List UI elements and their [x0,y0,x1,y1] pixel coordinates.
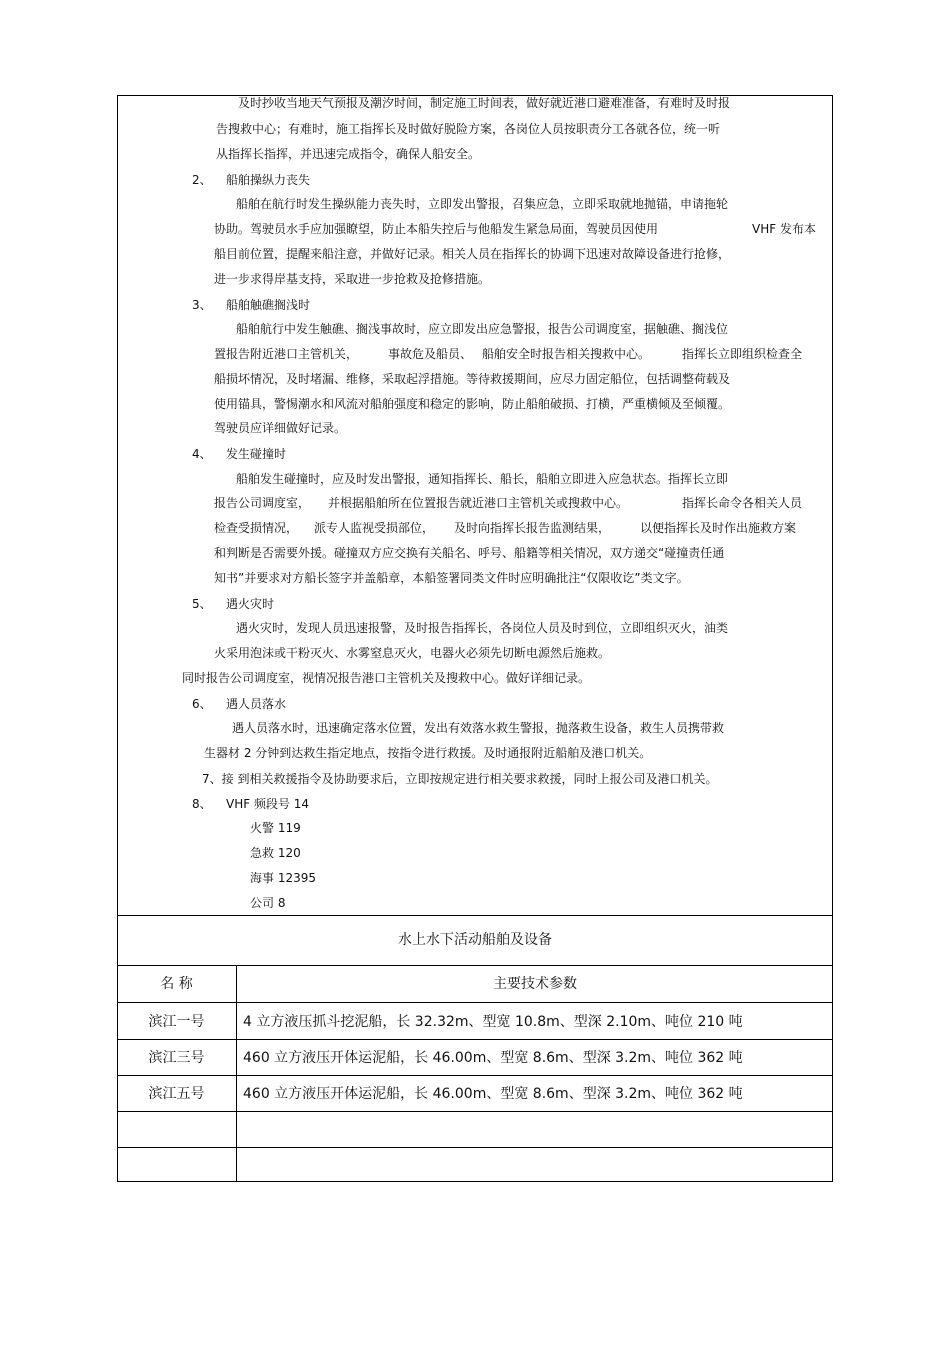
section-2-line: 进一步求得岸基支持，采取进一步抢救及抢修措施。 [214,272,491,286]
table-rule [117,1111,833,1112]
table-rule [117,1147,833,1148]
section-5-number: 5、 [192,597,212,611]
item-8-title: VHF 频段号 14 [226,797,310,811]
section-4-line: 及时向指挥长报告监测结果， [454,521,611,535]
section-2-line: VHF 发布本 [752,222,816,236]
section-6-line: 遇人员落水时，迅速确定落水位置，发出有效落水救生警报，抛落救生设备，救生人员携带救 [232,721,725,735]
section-3-line: 指挥长立即组织检查全 [682,347,803,361]
section-4-number: 4、 [192,447,212,461]
section-3-line: 驾驶员应详细做好记录。 [214,421,347,435]
section-4-line: 并根据船舶所在位置报告就近港口主管机关或搜救中心。 [328,496,629,510]
item-8-number: 8、 [192,797,212,811]
section-4-line: 派专人监视受损部位， [314,521,435,535]
section-3-line: 船舶安全时报告相关搜救中心。 [482,347,651,361]
phone-maritime: 海事 12395 [250,871,316,885]
section-4-line: 知书”并要求对方船长签字并盖船章，本船签署同类文件时应明确批注“仅限收讫”类文字。 [214,571,689,585]
section-3-line: 置报告附近港口主管机关， [214,347,359,361]
section-3-line: 船舶航行中发生触礁、搁浅事故时，应立即发出应急警报，报告公司调度室，据触礁、搁浅位 [236,322,729,336]
section-5-title: 遇火灾时 [226,597,275,611]
table-rule [117,1039,833,1040]
intro-line-3: 从指挥长指挥，并迅速完成指令，确保人船安全。 [216,147,481,161]
section-4-line: 和判断是否需要外援。碰撞双方应交换有关船名、呼号、船籍等相关情况，双方递交“碰撞责任通 [214,546,725,560]
section-3-number: 3、 [192,298,212,312]
vessel-params: 460 立方液压开体运泥船，长 46.00m、型宽 8.6m、型深 3.2m、吨位 362 吨 [243,1086,743,1102]
section-5-line: 同时报告公司调度室，视情况报告港口主管机关及搜救中心。做好详细记录。 [182,671,591,685]
section-2-title: 船舶操纵力丧失 [226,173,311,187]
section-6-title: 遇人员落水 [226,697,287,711]
section-3-title: 船舶触礁搁浅时 [226,298,311,312]
section-2-line: 协助。驾驶员水手应加强瞭望，防止本船失控后与他船发生紧急局面，驾驶员因使用 [214,222,659,236]
table-column-divider [236,965,237,1182]
table-title: 水上水下活动船舶及设备 [398,932,552,948]
section-3-line: 船损坏情况，及时堵漏、维修，采取起浮措施。等待救援期间，应尽力固定船位，包括调整荷载及 [214,372,731,386]
phone-ambulance: 急救 120 [250,846,301,860]
vessel-name: 滨江一号 [148,1014,205,1030]
table-header-name: 名 称 [160,976,193,992]
table-rule [117,1075,833,1076]
intro-line-2: 告搜救中心；有难时，施工指挥长及时做好脱险方案，各岗位人员按职责分工各就各位，统一听 [216,122,721,136]
table-rule [117,1002,833,1003]
section-5-line: 火采用泡沫或干粉灭火、水雾窒息灭火，电器火必须先切断电源然后施救。 [214,646,611,660]
intro-line-1: 及时抄收当地天气预报及潮汐时间，制定施工时间表，做好就近港口避难准备，有难时及时报 [238,96,731,110]
section-4-line: 船舶发生碰撞时，应及时发出警报，通知指挥长、船长，船舶立即进入应急状态。指挥长立即 [236,472,729,486]
section-3-line: 事故危及船员、 [388,347,473,361]
section-3-line: 使用锚具，警惕潮水和风流对船舶强度和稳定的影响，防止船舶破损、打横，严重横倾及至倾覆。 [214,397,731,411]
table-rule [117,915,833,916]
section-6-line: 生器材 2 分钟到达救生指定地点，按指令进行救援。及时通报附近船舶及港口机关。 [204,746,652,760]
table-header-params: 主要技术参数 [493,976,577,992]
section-4-line: 以便指挥长及时作出施救方案 [640,521,797,535]
section-4-line: 报告公司调度室， [214,496,311,510]
vessel-name: 滨江五号 [148,1086,205,1102]
vessel-params: 460 立方液压开体运泥船，长 46.00m、型宽 8.6m、型深 3.2m、吨位 362 吨 [243,1050,743,1066]
phone-company: 公司 8 [250,896,286,910]
section-6-number: 6、 [192,697,212,711]
section-4-line: 检查受损情况， [214,521,299,535]
vessel-name: 滨江三号 [148,1050,205,1066]
section-2-line: 船目前位置，提醒来船注意，并做好记录。相关人员在指挥长的协调下迅速对故障设备进行抢修， [214,247,731,261]
vessel-params: 4 立方液压抓斗挖泥船，长 32.32m、型宽 10.8m、型深 2.10m、吨位 210 吨 [243,1014,743,1030]
section-4-line: 指挥长命令各相关人员 [682,496,803,510]
section-5-line: 遇火灾时，发现人员迅速报警，及时报告指挥长，各岗位人员及时到位，立即组织灭火，油类 [236,621,729,635]
item-7-text: 7、接 到相关救援指令及协助要求后，立即按规定进行相关要求救援，同时上报公司及港口机关。 [202,772,718,786]
section-4-title: 发生碰撞时 [226,447,287,461]
table-rule [117,965,833,966]
phone-fire: 火警 119 [250,821,301,835]
section-2-line: 船舶在航行时发生操纵能力丧失时，立即发出警报，召集应急，立即采取就地抛锚，申请拖轮 [236,197,729,211]
section-2-number: 2、 [192,173,212,187]
